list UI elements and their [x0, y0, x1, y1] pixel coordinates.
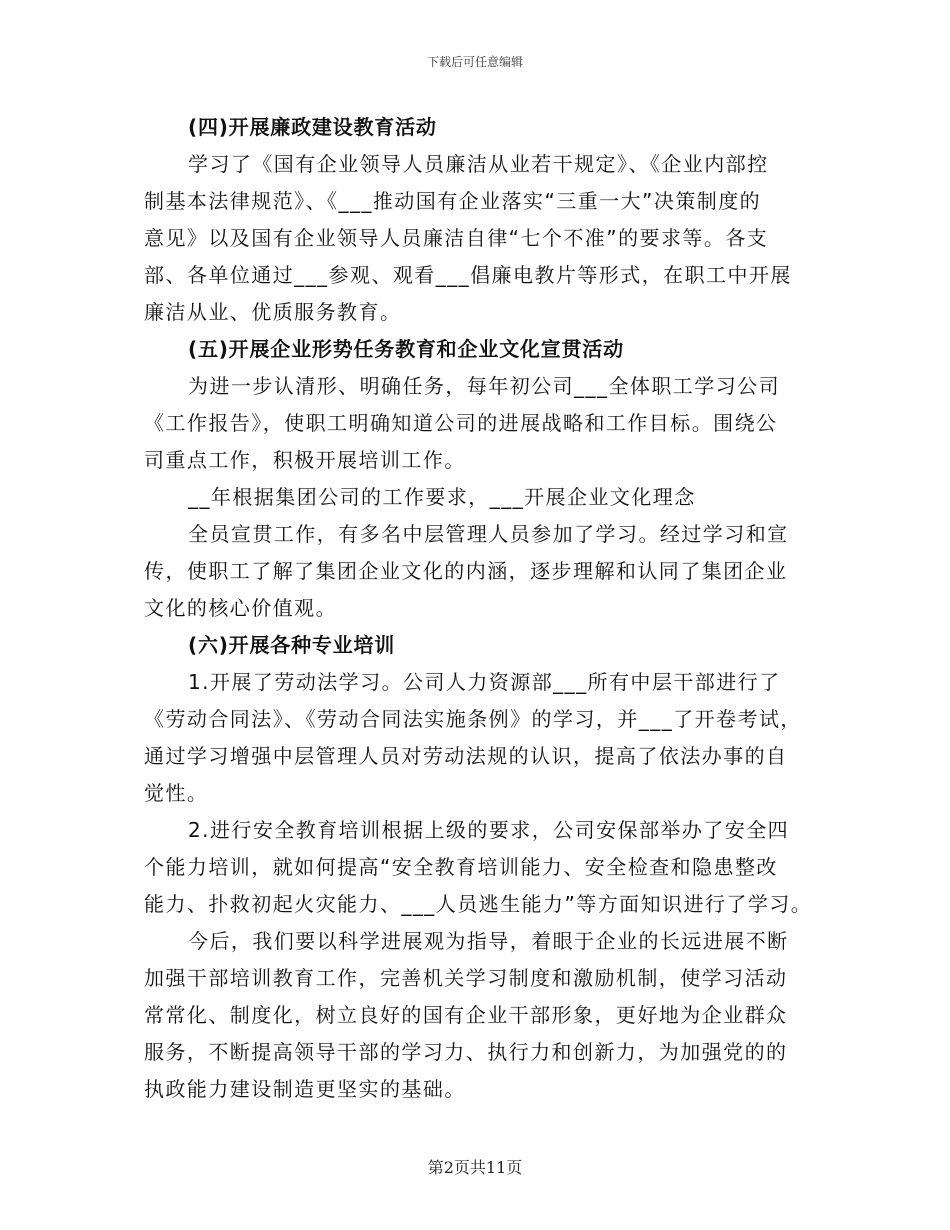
- paragraph-line: 传，使职工了解了集团企业文化的内涵，逐步理解和认同了集团企业: [144, 559, 788, 583]
- paragraph-line: 2.进行安全教育培训根据上级的要求，公司安保部举办了安全四: [188, 818, 790, 842]
- page-number: 第2页共11页: [427, 1158, 523, 1177]
- paragraph-line: 部、各单位通过___参观、观看___倡廉电教片等形式，在职工中开展: [144, 263, 792, 287]
- paragraph-line: 执政能力建设制造更坚实的基础。: [144, 1077, 466, 1101]
- paragraph-line: 廉洁从业、优质服务教育。: [144, 300, 402, 324]
- paragraph-line: 加强干部培训教育工作，完善机关学习制度和激励机制，使学习活动: [144, 966, 788, 990]
- paragraph-line: 通过学习增强中层管理人员对劳动法规的认识，提高了依法办事的自: [144, 744, 788, 768]
- paragraph-line: 意见》以及国有企业领导人员廉洁自律“七个不准”的要求等。各支: [144, 226, 769, 250]
- paragraph-line: 觉性。: [144, 781, 209, 805]
- paragraph-line: 《劳动合同法》、《劳动合同法实施条例》的学习，并___了开卷考试，: [144, 707, 802, 731]
- paragraph-line: 制基本法律规范》、《___推动国有企业落实“三重一大”决策制度的: [144, 189, 762, 213]
- section-heading-5: (五)开展企业形势任务教育和企业文化宣贯活动: [188, 337, 624, 361]
- paragraph-line: 《工作报告》，使职工明确知道公司的进展战略和工作目标。围绕公: [144, 411, 778, 435]
- paragraph-line: 文化的核心价值观。: [144, 596, 338, 620]
- section-heading-4: (四)开展廉政建设教育活动: [188, 115, 437, 139]
- paragraph-line: 司重点工作，积极开展培训工作。: [144, 448, 466, 472]
- paragraph-line: 学习了《国有企业领导人员廉洁从业若干规定》、《企业内部控: [188, 152, 769, 176]
- paragraph-line: __年根据集团公司的工作要求，___开展企业文化理念: [188, 485, 696, 509]
- paragraph-line: 能力、扑救初起火灾能力、___人员逃生能力”等方面知识进行了学习。: [144, 892, 813, 916]
- document-body: [144, 109, 820, 1108]
- paragraph-line: 个能力培训，就如何提高“安全教育培训能力、安全检查和隐患整改: [144, 855, 778, 879]
- paragraph-line: 常常化、制度化，树立良好的国有企业干部形象，更好地为企业群众: [144, 1003, 788, 1027]
- paragraph-line: 服务，不断提高领导干部的学习力、执行力和创新力，为加强党的的: [144, 1040, 788, 1064]
- paragraph-line: 全员宣贯工作，有多名中层管理人员参加了学习。经过学习和宣: [188, 522, 789, 546]
- section-heading-6: (六)开展各种专业培训: [188, 633, 396, 657]
- paragraph-line: 1.开展了劳动法学习。公司人力资源部___所有中层干部进行了: [188, 670, 781, 694]
- page-header: 下载后可任意编辑: [426, 55, 523, 69]
- paragraph-line: 今后，我们要以科学进展观为指导，着眼于企业的长远进展不断: [188, 929, 789, 953]
- paragraph-line: 为进一步认清形、明确任务，每年初公司___全体职工学习公司: [188, 374, 781, 398]
